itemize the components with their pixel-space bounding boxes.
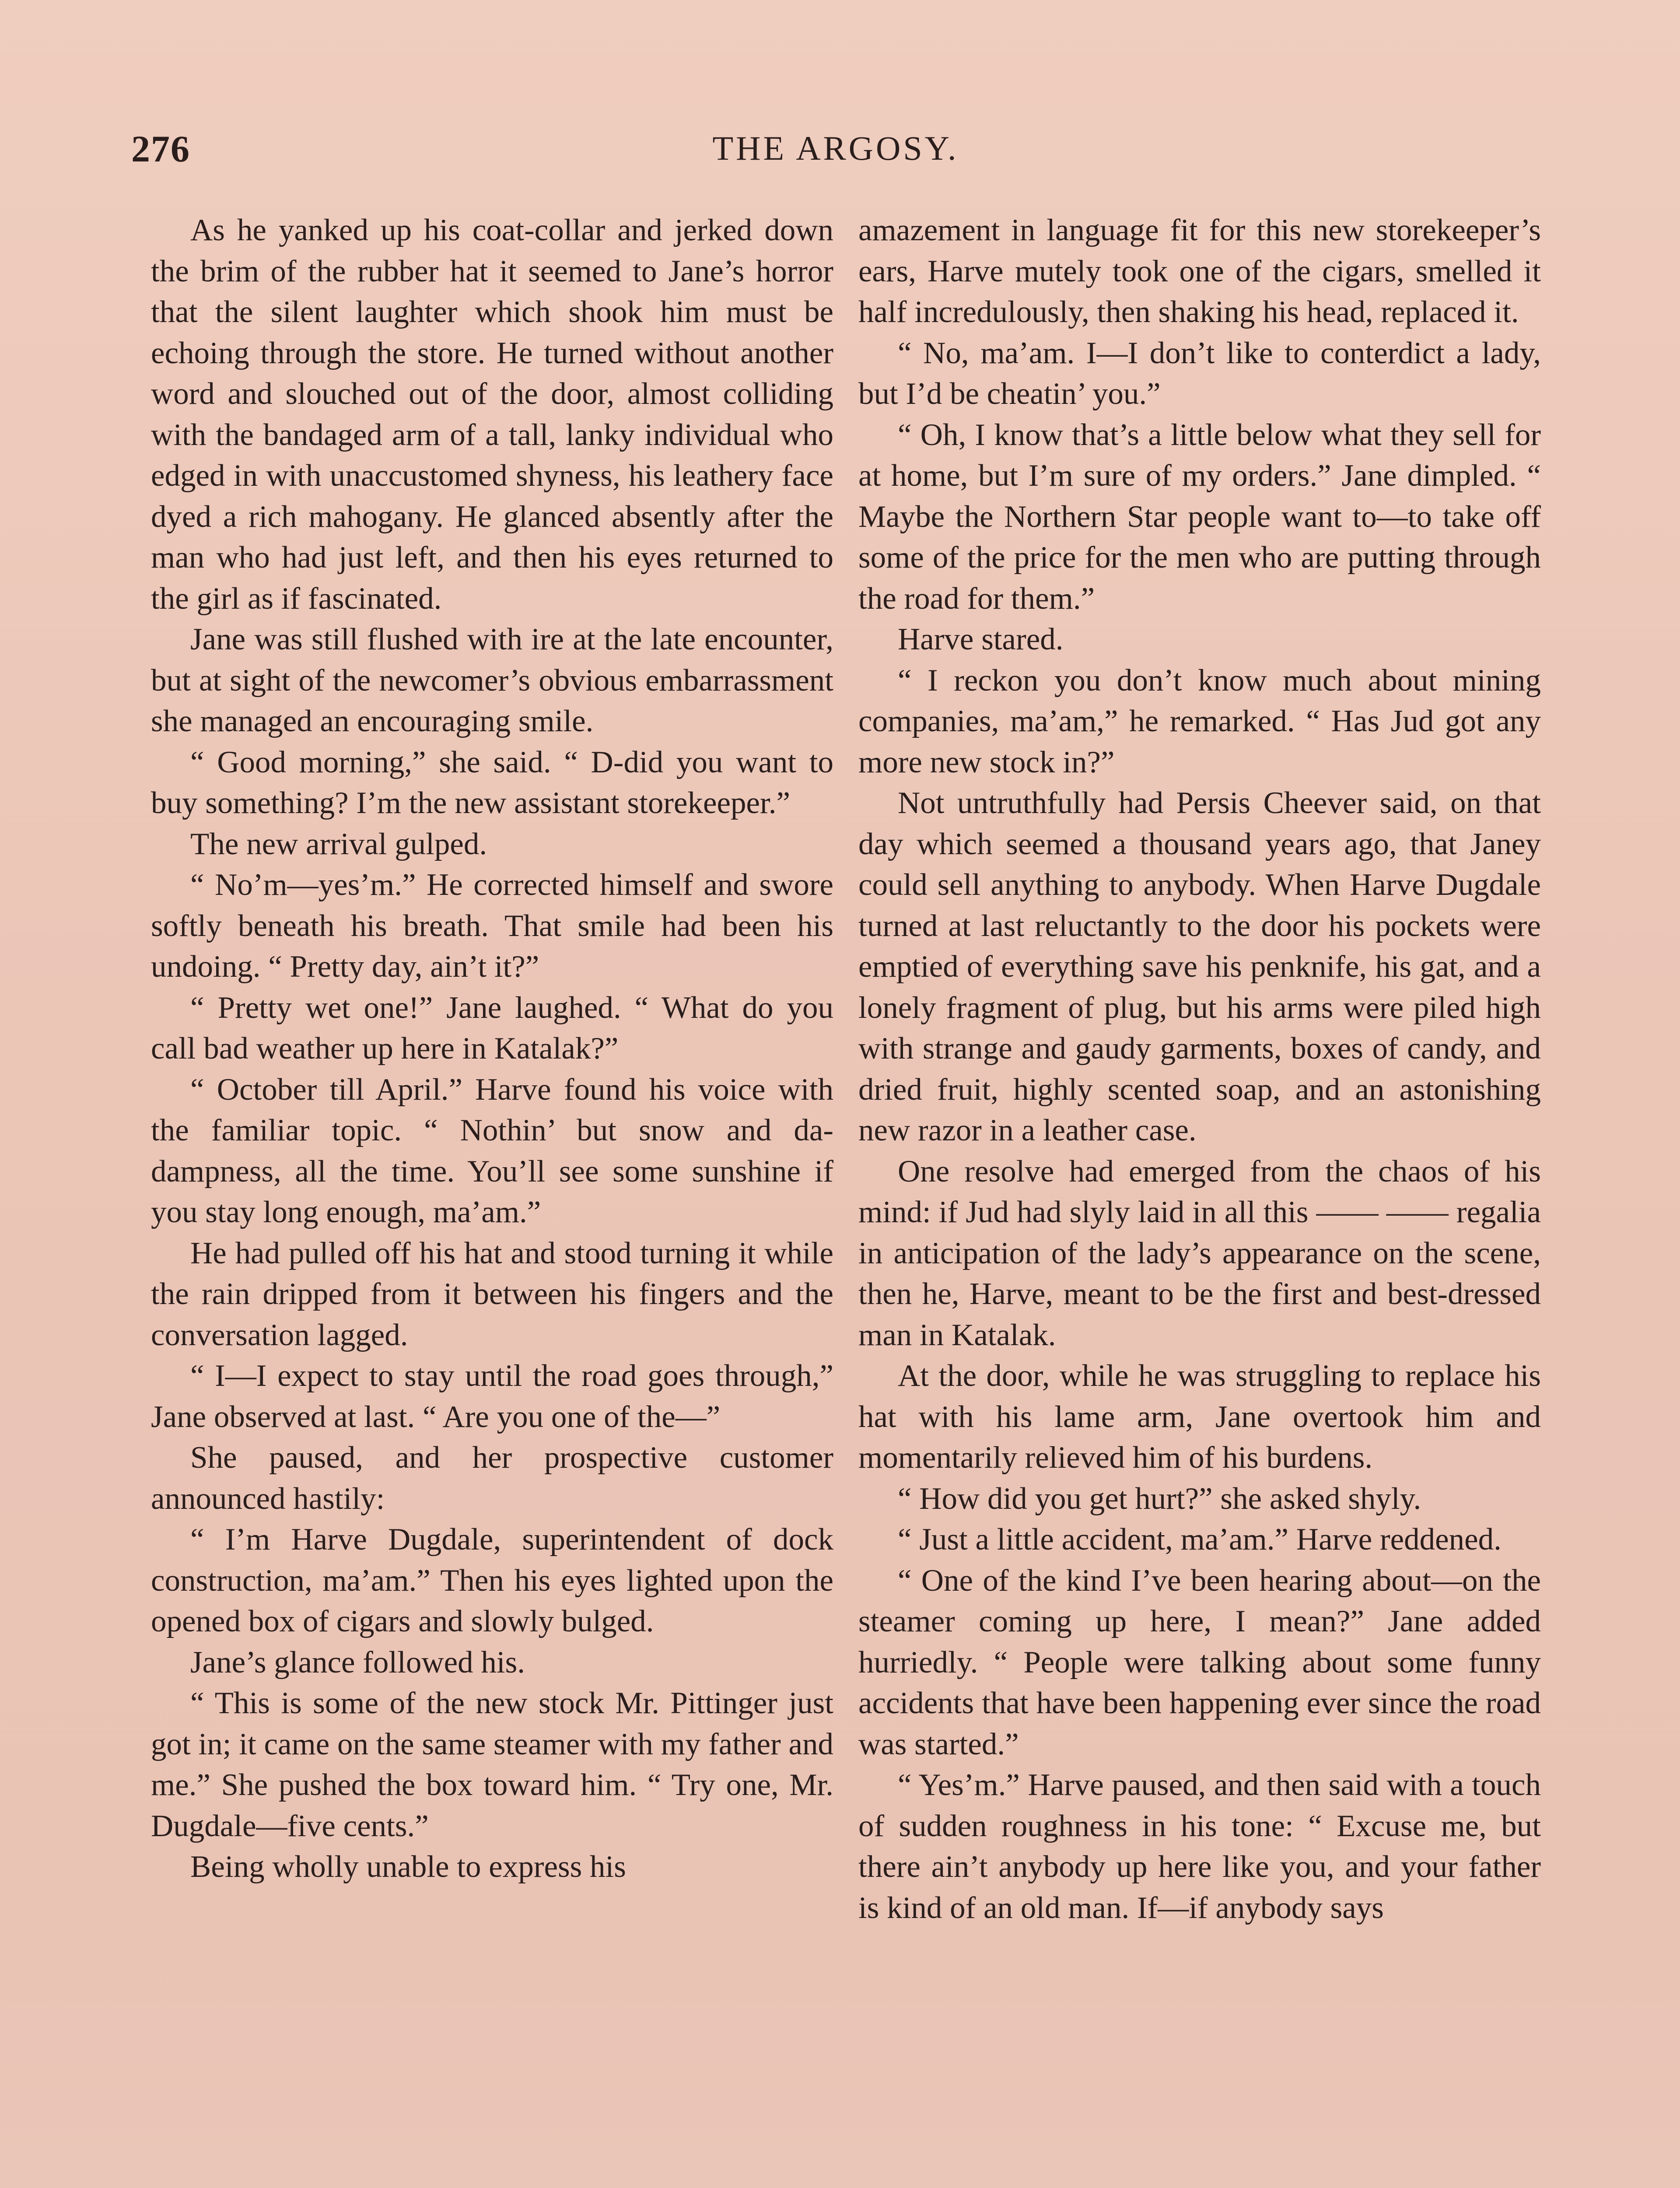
paragraph: “ I reckon you don’t know much about mining companies, ma’am,” he remarked. “ Has Jud got any more new stock in?”	[858, 663, 1541, 779]
running-head-title: THE ARGOSY.	[712, 129, 959, 167]
paragraph: Being wholly unable to express his	[190, 1850, 626, 1884]
page-header	[131, 127, 1540, 179]
paragraph: amazement in language fit for this new storekeeper’s ears, Harve mutely took one of the cigars, smelled it half incredulously, then shaking his head, replaced it.	[858, 213, 1541, 329]
paragraph: The new arrival gulped.	[190, 827, 487, 861]
paragraph: “ No, ma’am. I—I don’t like to conterdict a lady, but I’d be cheatin’ you.”	[858, 336, 1541, 411]
paragraph: Not untruthfully had Persis Cheever said, on that day which seemed a thousand years ago, that Janey could sell anything to anybody. When Harve Dugdale turned at last reluctantly to the door his pockets were emptied of everything save his penknife, his gat, and a lonely fragment of plug, but his arms were piled high with strange and gaudy garments, boxes of candy, and dried fruit, highly scented soap, and an astonishing new razor in a leather case.	[858, 786, 1541, 1147]
paragraph: “ How did you get hurt?” she asked shyly.	[898, 1481, 1421, 1516]
right-column	[858, 210, 1541, 1929]
paragraph: “ Just a little accident, ma’am.” Harve reddened.	[898, 1522, 1502, 1557]
paragraph: Jane’s glance followed his.	[190, 1645, 525, 1680]
paragraph: Harve stared.	[898, 622, 1064, 656]
paragraph: “ No’m—yes’m.” He corrected himself and swore softly beneath his breath. That smile had been his undoing. “ Pretty day, ain’t it?”	[151, 868, 833, 984]
paragraph: One resolve had emerged from the chaos of his mind: if Jud had slyly laid in all this —— —— regalia in anticipation of the lady’s appearance on the scene, then he, Harve, meant to be the first and best-dressed man in Katalak.	[858, 1154, 1541, 1352]
paragraph: “ Yes’m.” Harve paused, and then said with a touch of sudden roughness in his tone: “ Excuse me, but there ain’t anybody up here like you, and your father is kind of an old man. If—if anybody says	[858, 1768, 1541, 1925]
paragraph: “ This is some of the new stock Mr. Pittinger just got in; it came on the same steamer with my father and me.” She pushed the box toward him. “ Try one, Mr. Dugdale—five cents.”	[151, 1686, 833, 1843]
paragraph: At the door, while he was struggling to replace his hat with his lame arm, Jane overtook him and momentarily relieved him of his burdens.	[858, 1359, 1541, 1475]
paragraph: “ October till April.” Harve found his voice with the familiar topic. “ Nothin’ but snow and da-dampness, all the time. You’ll see some sunshine if you stay long enough, ma’am.”	[151, 1072, 833, 1229]
paragraph: Jane was still flushed with ire at the late encounter, but at sight of the newcomer’s obvious embarrassment she managed an encouraging smile.	[151, 622, 833, 738]
paragraph: “ Good morning,” she said. “ D-did you want to buy something? I’m the new assistant storekeeper.”	[151, 745, 833, 820]
left-column	[151, 210, 833, 1888]
paragraph: He had pulled off his hat and stood turning it while the rain dripped from it between his fingers and the conversation lagged.	[151, 1236, 833, 1352]
paragraph: “ I—I expect to stay until the road goes through,” Jane observed at last. “ Are you one of the—”	[151, 1359, 833, 1434]
paragraph: “ Oh, I know that’s a little below what they sell for at home, but I’m sure of my orders.” Jane dimpled. “ Maybe the Northern Star people want to—to take off some of the price for the men who are putting through the road for them.”	[858, 417, 1541, 616]
paragraph: “ One of the kind I’ve been hearing about—on the steamer coming up here, I mean?” Jane added hurriedly. “ People were talking about some funny accidents that have been happening ever since the road was started.”	[858, 1563, 1541, 1761]
paragraph: “ Pretty wet one!” Jane laughed. “ What do you call bad weather up here in Katalak?”	[151, 990, 833, 1066]
paragraph: “ I’m Harve Dugdale, superintendent of dock construction, ma’am.” Then his eyes lighted upon the opened box of cigars and slowly bulged.	[151, 1522, 833, 1638]
paragraph: As he yanked up his coat-collar and jerked down the brim of the rubber hat it seemed to Jane’s horror that the silent laughter which shook him must be echoing through the store. He turned without another word and slouched out of the door, almost colliding with the bandaged arm of a tall, lanky individual who edged in with unaccustomed shyness, his leathery face dyed a rich mahogany. He glanced absently after the man who had just left, and then his eyes returned to the girl as if fascinated.	[151, 213, 833, 616]
paragraph: She paused, and her prospective customer announced hastily:	[151, 1441, 833, 1516]
page-number: 276	[131, 128, 190, 170]
